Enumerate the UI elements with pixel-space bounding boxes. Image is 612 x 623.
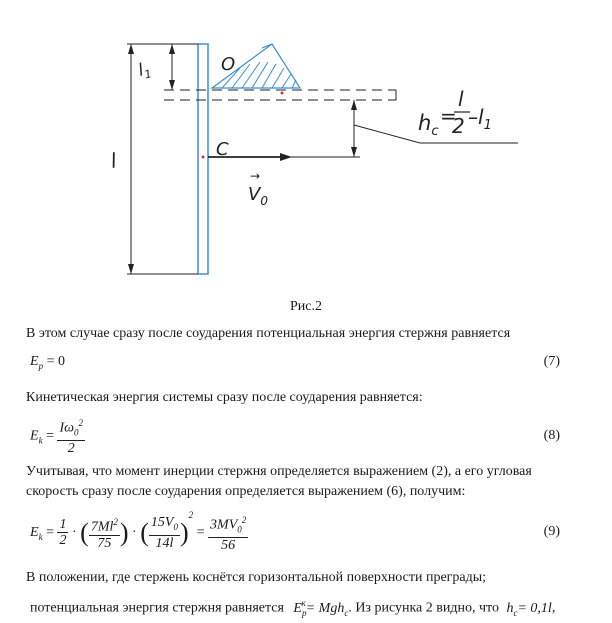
equation-7: $E_p = 0$ <box>30 354 65 371</box>
equation-8: $E_k$ = $\frac{I\omega_0^2}{2}$ <box>30 418 84 457</box>
label-O: O <box>221 54 236 75</box>
center-point-red <box>281 92 284 95</box>
dim-l1-arrow-top <box>169 44 175 54</box>
inline-hc: $h_c= 0,1l$ <box>506 600 552 618</box>
formula-hc-num: l <box>458 87 464 111</box>
figure-2 <box>0 0 612 300</box>
formula-hc <box>418 87 492 139</box>
formula-hc-den: 2 <box>452 114 465 138</box>
rod <box>198 44 208 274</box>
dim-l1-arrow-bottom <box>169 80 175 90</box>
paragraph-3b: скорость сразу после соударения определяется выражением (6), получим: <box>26 484 466 499</box>
paragraph-4: В положении, где стержень коснётся горизонтальной поверхности преграды; <box>26 570 487 585</box>
figure-diagram <box>0 0 612 300</box>
dim-l-arrow-top <box>128 44 134 54</box>
paragraph-5: потенциальная энергия стержня равняется $E_p^к= Mgh_c$. Из рисунка 2 видно, что $h_c= 0,1l$, <box>30 598 556 618</box>
label-l1: $l_1$ <box>136 60 154 82</box>
paragraph-2: Кинетическая энергия системы сразу после соударения равняется: <box>26 390 423 405</box>
paragraph-3a: Учитывая, что момент инерции стержня определяется выражением (2), а его угловая <box>26 464 532 479</box>
label-C: C <box>216 139 229 160</box>
inline-ep: $E_p^к= Mgh_c$ <box>293 598 349 618</box>
point-c-marker <box>202 156 205 159</box>
eq8-fraction: $\frac{I\omega_0^2}{2}$ <box>59 418 84 457</box>
equation-8-number: (8) <box>543 428 560 443</box>
formula-hc-minus-l1: $-l_1$ <box>468 105 492 133</box>
dim-hc-arrow-top <box>351 100 357 110</box>
label-l: l <box>108 148 119 173</box>
dim-hc-arrow-bottom <box>351 147 357 157</box>
paragraph-1: В этом случае сразу после соударения потенциальная энергия стержня равняется <box>26 326 511 341</box>
formula-hc-h: $h_c$ <box>418 111 439 139</box>
dim-l-arrow-bottom <box>128 264 134 274</box>
velocity-arrowhead <box>280 153 292 161</box>
formula-hc-eq: = <box>440 104 457 128</box>
equation-9-number: (9) <box>543 524 560 539</box>
figure-caption: Рис.2 <box>290 299 322 314</box>
label-v0: $V_0$ <box>248 184 268 208</box>
equation-9: $E_k$ = $\frac{1}{2}$ · ( $\frac{7Ml^2}{75}$ ) · ( $\frac{15V_0}{14l}$ )$^2$ = $\frac{3MV_0^2}{56}$ <box>30 510 247 553</box>
label-v0-vector-arrow: → <box>250 169 261 183</box>
equation-7-number: (7) <box>543 354 560 369</box>
